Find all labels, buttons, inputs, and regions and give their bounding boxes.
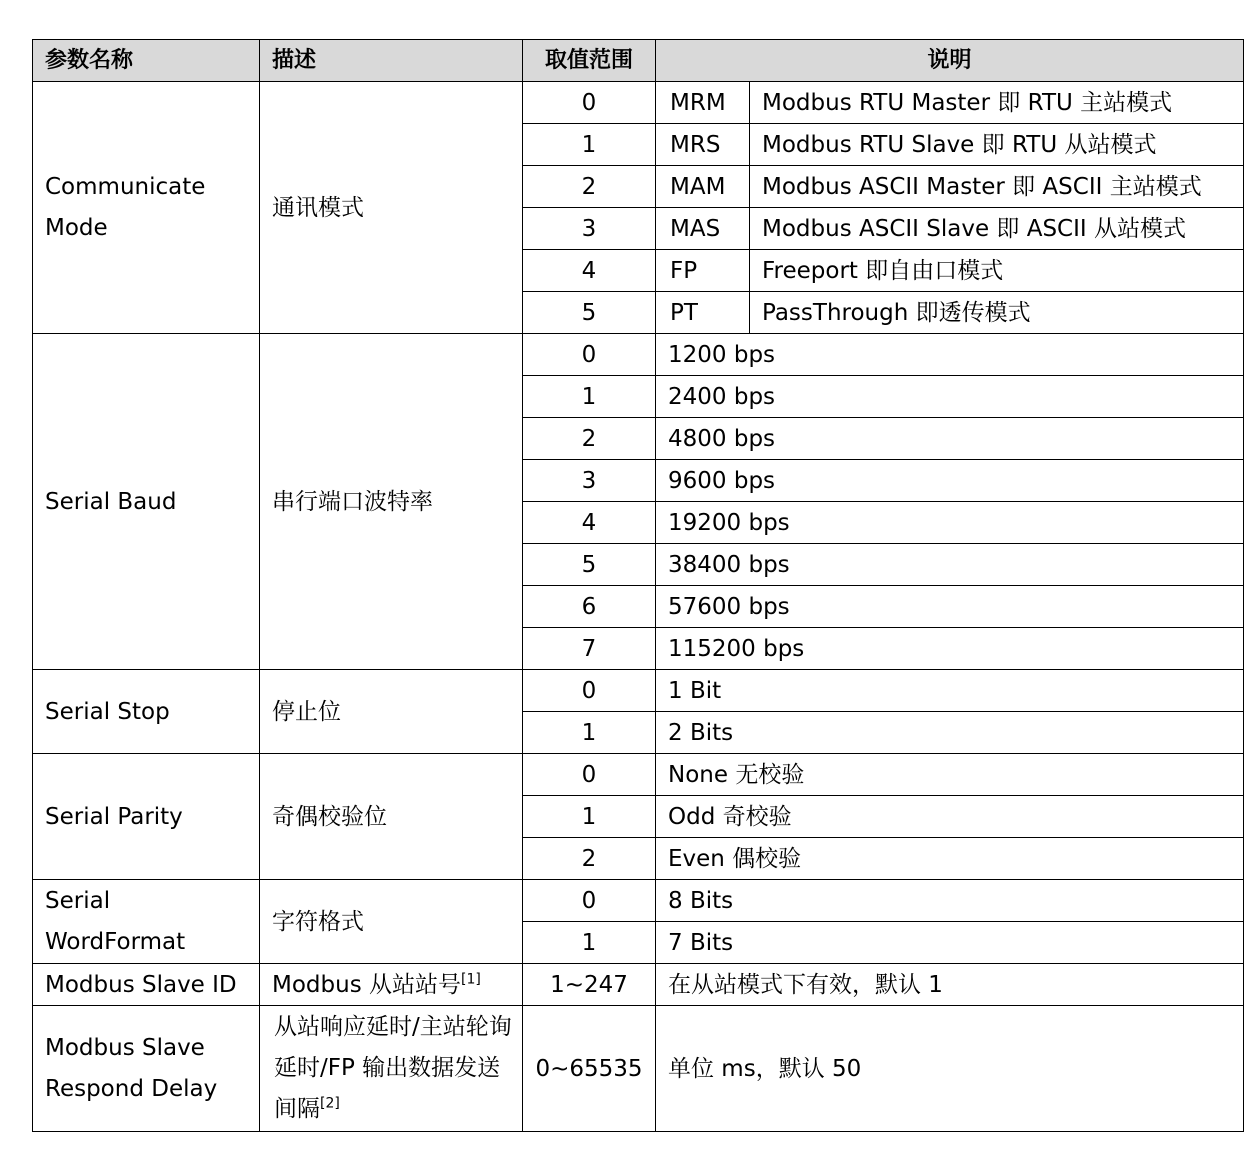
table-row — [33, 754, 1244, 796]
value-cell: 1 — [523, 376, 656, 418]
footnote-ref: [1] — [461, 970, 481, 987]
explain-cell: 2 Bits — [656, 712, 1244, 754]
explain-cell: 19200 bps — [656, 502, 1244, 544]
table-row — [33, 670, 1244, 712]
explain-cell: 38400 bps — [656, 544, 1244, 586]
explain-cell: 57600 bps — [656, 586, 1244, 628]
table-row — [33, 334, 1244, 376]
value-cell: 1 — [523, 796, 656, 838]
param-desc: 停止位 — [260, 670, 523, 754]
explain-cell: PassThrough 即透传模式 — [750, 292, 1244, 334]
table-row — [33, 964, 1244, 1006]
table-row — [33, 82, 1244, 124]
param-desc — [260, 1006, 523, 1132]
abbr-cell: MRM — [656, 82, 750, 124]
explain-cell: 单位 ms，默认 50 — [656, 1006, 1244, 1132]
value-cell: 2 — [523, 166, 656, 208]
value-cell: 0 — [523, 880, 656, 922]
value-cell: 5 — [523, 544, 656, 586]
param-name: Serial WordFormat — [33, 880, 260, 964]
explain-cell: 1200 bps — [656, 334, 1244, 376]
explain-cell: 115200 bps — [656, 628, 1244, 670]
value-cell: 0 — [523, 334, 656, 376]
explain-cell: 7 Bits — [656, 922, 1244, 964]
value-cell: 0 — [523, 670, 656, 712]
param-desc-text: 从站响应延时/主站轮询延时/FP 输出数据发送间隔 — [274, 1014, 512, 1122]
value-cell: 5 — [523, 292, 656, 334]
value-cell: 1 — [523, 922, 656, 964]
header-param: 参数名称 — [33, 40, 260, 82]
param-desc — [260, 964, 523, 1006]
value-cell: 1 — [523, 712, 656, 754]
param-name: Modbus Slave Respond Delay — [33, 1006, 260, 1132]
explain-cell: 在从站模式下有效，默认 1 — [656, 964, 1244, 1006]
explain-cell: Modbus RTU Master 即 RTU 主站模式 — [750, 82, 1244, 124]
explain-cell: Freeport 即自由口模式 — [750, 250, 1244, 292]
abbr-cell: MRS — [656, 124, 750, 166]
abbr-cell: FP — [656, 250, 750, 292]
value-cell: 1~247 — [523, 964, 656, 1006]
param-desc: 字符格式 — [260, 880, 523, 964]
param-name: Communicate Mode — [33, 82, 260, 334]
header-explain: 说明 — [656, 40, 1244, 82]
value-cell: 2 — [523, 838, 656, 880]
explain-cell: Modbus RTU Slave 即 RTU 从站模式 — [750, 124, 1244, 166]
table-row — [33, 1006, 1244, 1132]
param-desc: 通讯模式 — [260, 82, 523, 334]
param-name: Modbus Slave ID — [33, 964, 260, 1006]
explain-cell: 4800 bps — [656, 418, 1244, 460]
explain-cell: 2400 bps — [656, 376, 1244, 418]
header-desc: 描述 — [260, 40, 523, 82]
explain-cell: Modbus ASCII Slave 即 ASCII 从站模式 — [750, 208, 1244, 250]
abbr-cell: PT — [656, 292, 750, 334]
value-cell: 0~65535 — [523, 1006, 656, 1132]
table-row — [33, 880, 1244, 922]
value-cell: 3 — [523, 460, 656, 502]
param-desc-text: Modbus 从站站号 — [272, 971, 461, 998]
value-cell: 7 — [523, 628, 656, 670]
value-cell: 1 — [523, 124, 656, 166]
abbr-cell: MAM — [656, 166, 750, 208]
explain-cell: 1 Bit — [656, 670, 1244, 712]
value-cell: 6 — [523, 586, 656, 628]
explain-cell: Even 偶校验 — [656, 838, 1244, 880]
explain-cell: Modbus ASCII Master 即 ASCII 主站模式 — [750, 166, 1244, 208]
header-row — [33, 40, 1244, 82]
parameter-table — [32, 39, 1244, 1132]
value-cell: 3 — [523, 208, 656, 250]
value-cell: 4 — [523, 502, 656, 544]
param-desc: 串行端口波特率 — [260, 334, 523, 670]
explain-cell: 8 Bits — [656, 880, 1244, 922]
header-range: 取值范围 — [523, 40, 656, 82]
param-desc: 奇偶校验位 — [260, 754, 523, 880]
explain-cell: 9600 bps — [656, 460, 1244, 502]
abbr-cell: MAS — [656, 208, 750, 250]
param-name: Serial Baud — [33, 334, 260, 670]
param-name: Serial Parity — [33, 754, 260, 880]
value-cell: 4 — [523, 250, 656, 292]
param-name: Serial Stop — [33, 670, 260, 754]
explain-cell: Odd 奇校验 — [656, 796, 1244, 838]
value-cell: 0 — [523, 82, 656, 124]
footnote-ref: [2] — [320, 1095, 340, 1112]
value-cell: 0 — [523, 754, 656, 796]
explain-cell: None 无校验 — [656, 754, 1244, 796]
value-cell: 2 — [523, 418, 656, 460]
